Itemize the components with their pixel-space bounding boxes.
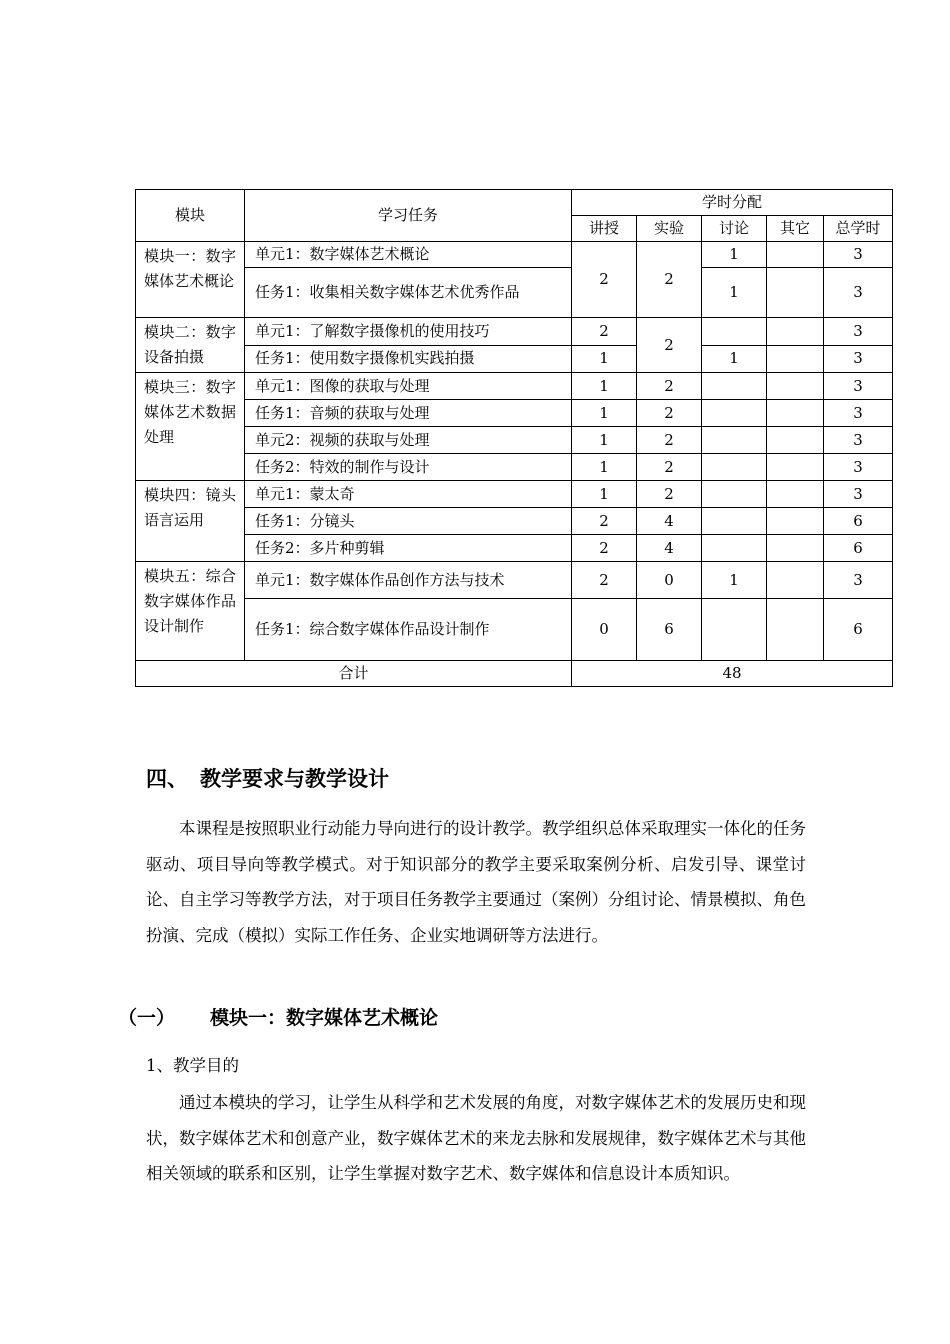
discuss-cell: 1	[702, 345, 767, 373]
lab-cell: 2	[637, 427, 702, 454]
lecture-cell: 1	[572, 427, 637, 454]
section-heading	[146, 763, 389, 793]
task-cell: 单元1：蒙太奇	[245, 481, 572, 508]
lab-cell: 2	[637, 373, 702, 400]
subsection-title: 模块一：数字媒体艺术概论	[210, 1007, 439, 1029]
subsection-heading	[118, 1003, 438, 1030]
task-cell: 单元1：图像的获取与处理	[245, 373, 572, 400]
lab-cell: 4	[637, 535, 702, 562]
task-cell: 任务1：综合数字媒体作品设计制作	[245, 599, 572, 661]
task-cell: 单元2：视频的获取与处理	[245, 427, 572, 454]
lab-cell: 0	[637, 562, 702, 599]
task-cell: 任务2：多片种剪辑	[245, 535, 572, 562]
discuss-cell: 1	[702, 268, 767, 318]
table-row	[136, 318, 893, 346]
total-cell: 3	[824, 318, 893, 346]
other-cell	[767, 481, 824, 508]
total-cell: 3	[824, 454, 893, 481]
course-hours-table	[135, 189, 893, 687]
table-row	[136, 508, 893, 535]
total-cell: 3	[824, 562, 893, 599]
lecture-cell: 0	[572, 599, 637, 661]
discuss-cell: 1	[702, 562, 767, 599]
lab-cell: 2	[637, 454, 702, 481]
task-cell: 任务1：分镜头	[245, 508, 572, 535]
total-cell: 6	[824, 508, 893, 535]
table-row	[136, 454, 893, 481]
lab-cell: 4	[637, 508, 702, 535]
total-cell: 3	[824, 373, 893, 400]
total-cell: 3	[824, 345, 893, 373]
total-cell: 6	[824, 599, 893, 661]
table-row	[136, 427, 893, 454]
discuss-cell	[702, 318, 767, 346]
task-cell: 任务1：使用数字摄像机实践拍摄	[245, 345, 572, 373]
lecture-cell: 1	[572, 373, 637, 400]
total-cell: 3	[824, 400, 893, 427]
task-cell: 单元1：了解数字摄像机的使用技巧	[245, 318, 572, 346]
header-lab: 实验	[637, 216, 702, 242]
subsection-number: （一）	[118, 1007, 176, 1029]
table-row	[136, 562, 893, 599]
lecture-cell: 2	[572, 535, 637, 562]
header-total: 总学时	[824, 216, 893, 242]
lecture-cell: 1	[572, 400, 637, 427]
lab-cell: 2	[637, 481, 702, 508]
module-cell: 模块三：数字媒体艺术数据处理	[136, 373, 245, 481]
other-cell	[767, 427, 824, 454]
other-cell	[767, 599, 824, 661]
header-module: 模块	[136, 190, 245, 242]
lecture-cell: 1	[572, 481, 637, 508]
task-cell: 任务1：收集相关数字媒体艺术优秀作品	[245, 268, 572, 318]
other-cell	[767, 373, 824, 400]
discuss-cell	[702, 400, 767, 427]
other-cell	[767, 454, 824, 481]
subsection-paragraph: 通过本模块的学习，让学生从科学和艺术发展的角度，对数字媒体艺术的发展历史和现状，数字媒体艺术和创意产业，数字媒体艺术的来龙去脉和发展规律，数字媒体艺术与其他相关领域的联系和区别，让学生掌握对数字艺术、数字媒体和信息设计本质知识。	[146, 1093, 806, 1183]
other-cell	[767, 535, 824, 562]
discuss-cell	[702, 454, 767, 481]
task-cell: 任务1：音频的获取与处理	[245, 400, 572, 427]
table-row	[136, 268, 893, 318]
lecture-cell: 2	[572, 242, 637, 318]
other-cell	[767, 562, 824, 599]
section-title: 教学要求与教学设计	[200, 767, 389, 791]
module-cell: 模块四：镜头语言运用	[136, 481, 245, 562]
lecture-cell: 2	[572, 508, 637, 535]
total-cell: 3	[824, 242, 893, 268]
lab-cell: 2	[637, 400, 702, 427]
discuss-cell	[702, 427, 767, 454]
lab-cell: 2	[637, 318, 702, 373]
total-cell: 6	[824, 535, 893, 562]
task-cell: 任务2：特效的制作与设计	[245, 454, 572, 481]
other-cell	[767, 318, 824, 346]
task-cell: 单元1：数字媒体艺术概论	[245, 242, 572, 268]
discuss-cell	[702, 373, 767, 400]
table-row	[136, 481, 893, 508]
total-cell: 3	[824, 481, 893, 508]
sum-label: 合计	[136, 661, 572, 687]
section-paragraph: 本课程是按照职业行动能力导向进行的设计教学。教学组织总体采取理实一体化的任务驱动、项目导向等教学模式。对于知识部分的教学主要采取案例分析、启发引导、课堂讨论、自主学习等教学方法，对于项目任务教学主要通过（案例）分组讨论、情景模拟、角色扮演、完成（模拟）实际工作任务、企业实地调研等方法进行。	[146, 819, 806, 945]
total-cell: 3	[824, 268, 893, 318]
table-row	[136, 242, 893, 268]
discuss-cell: 1	[702, 242, 767, 268]
other-cell	[767, 242, 824, 268]
discuss-cell	[702, 599, 767, 661]
header-discuss: 讨论	[702, 216, 767, 242]
other-cell	[767, 400, 824, 427]
header-other: 其它	[767, 216, 824, 242]
lab-cell: 6	[637, 599, 702, 661]
table-row	[136, 400, 893, 427]
header-hours: 学时分配	[572, 190, 893, 216]
discuss-cell	[702, 481, 767, 508]
task-cell: 单元1：数字媒体作品创作方法与技术	[245, 562, 572, 599]
item-heading: 1、教学目的	[146, 1056, 239, 1075]
lab-cell: 2	[637, 242, 702, 318]
section-number: 四、	[146, 767, 188, 791]
discuss-cell	[702, 535, 767, 562]
lecture-cell: 1	[572, 345, 637, 373]
total-cell: 3	[824, 427, 893, 454]
other-cell	[767, 508, 824, 535]
lecture-cell: 1	[572, 454, 637, 481]
table-row	[136, 345, 893, 373]
table-row	[136, 373, 893, 400]
sum-value: 48	[572, 661, 893, 687]
other-cell	[767, 268, 824, 318]
module-cell: 模块二：数字设备拍摄	[136, 318, 245, 373]
header-lecture: 讲授	[572, 216, 637, 242]
other-cell	[767, 345, 824, 373]
discuss-cell	[702, 508, 767, 535]
table-row	[136, 535, 893, 562]
lecture-cell: 2	[572, 318, 637, 346]
sum-row	[136, 661, 893, 687]
table-row	[136, 599, 893, 661]
lecture-cell: 2	[572, 562, 637, 599]
header-task: 学习任务	[245, 190, 572, 242]
module-cell: 模块五：综合数字媒体作品设计制作	[136, 562, 245, 661]
module-cell: 模块一：数字媒体艺术概论	[136, 242, 245, 318]
